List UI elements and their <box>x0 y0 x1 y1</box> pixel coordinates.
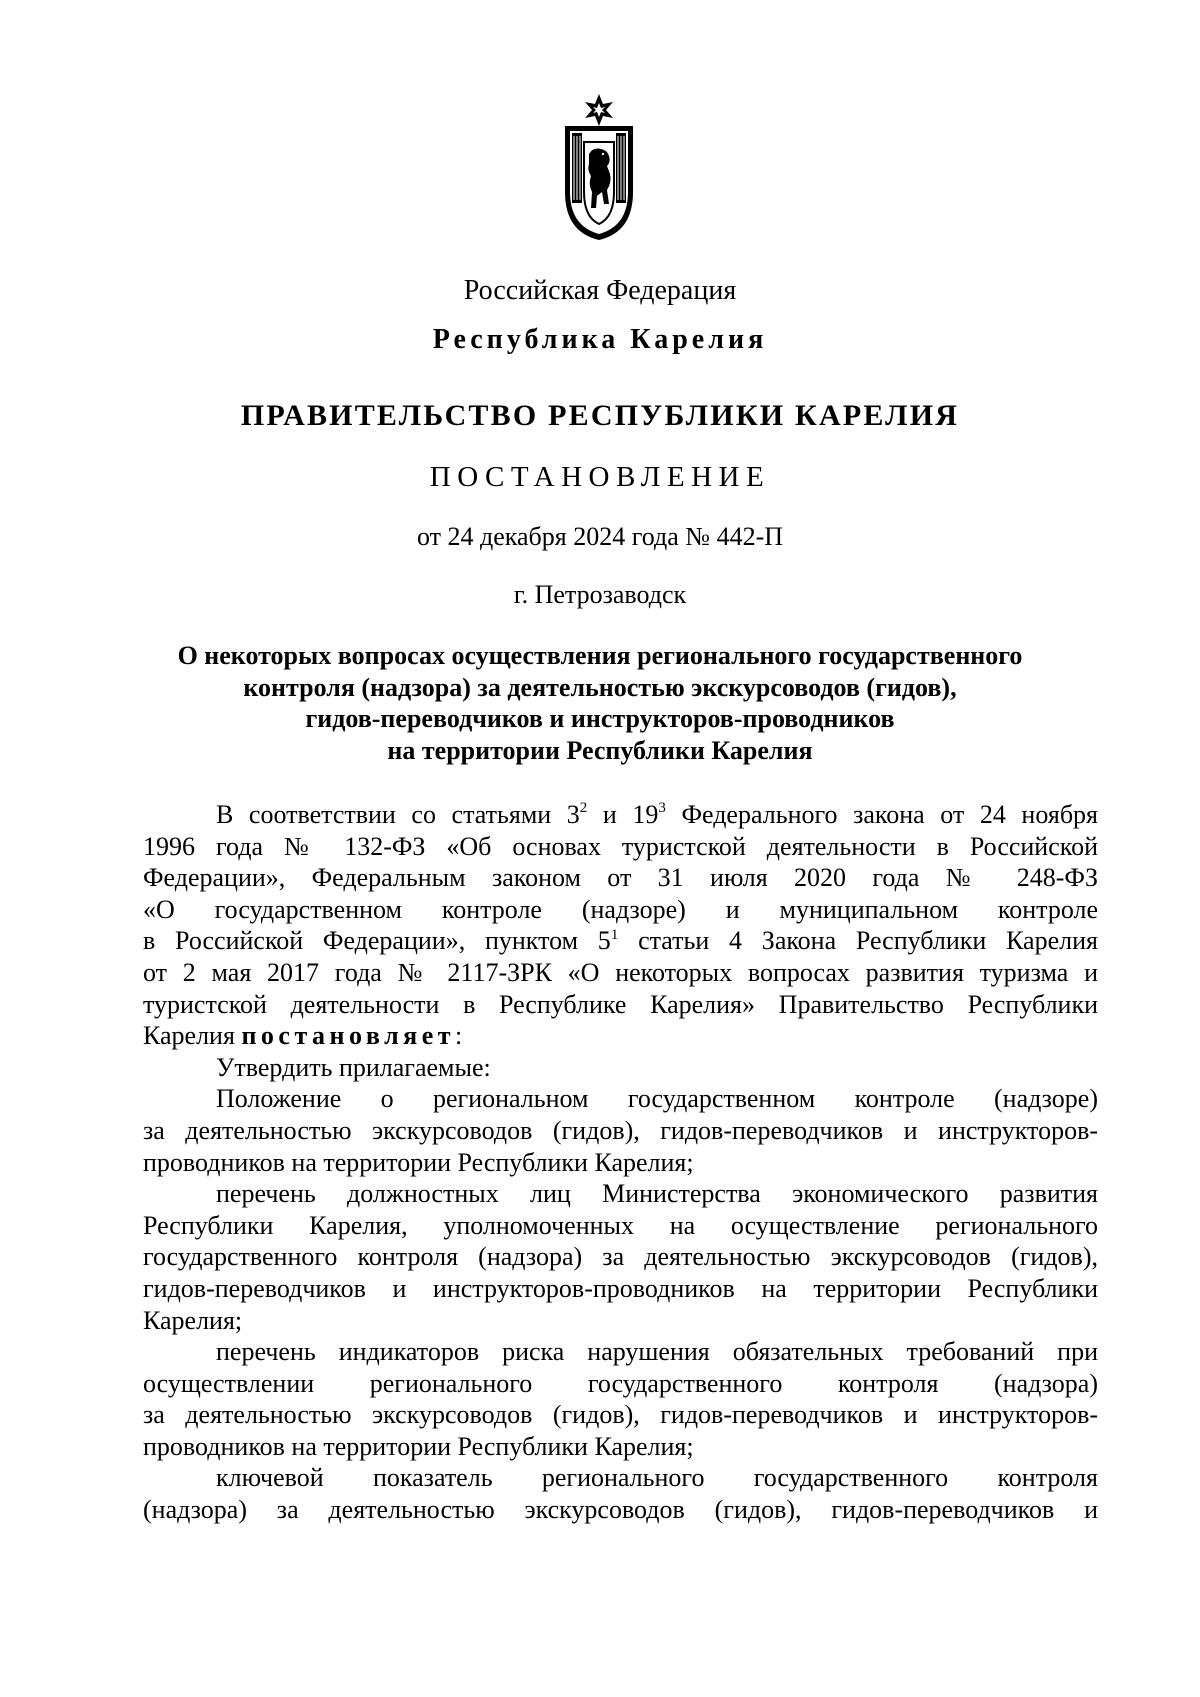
body-line: Карелия; <box>143 1305 243 1335</box>
resolves-word: постановляет <box>241 1021 456 1051</box>
document-body <box>143 799 1098 1526</box>
country-name: Российская Федерация <box>463 275 737 306</box>
body-line: (надзора) за деятельностью экскурсоводов (гидов), гидов-переводчиков и <box>143 1495 1098 1525</box>
republic-name: Республика Карелия <box>432 324 768 355</box>
title-line: О некоторых вопросах осуществления регионального государственного <box>177 641 1023 670</box>
document-city: г. Петрозаводск <box>513 580 687 609</box>
title-line: гидов-переводчиков и инструкторов-проводников <box>305 704 895 733</box>
body-line: «О государственном контроле (надзоре) и муниципальном контроле <box>143 894 1098 924</box>
body-line: осуществлении регионального государственного контроля (надзора) <box>143 1368 1098 1398</box>
body-line: 1996 года № 132-ФЗ «Об основах туристской деятельности в Российской <box>143 831 1098 861</box>
body-line: Положение о региональном государственном контроле (надзоре) <box>216 1084 1098 1114</box>
body-line: туристской деятельности в Республике Карелия» Правительство Республики <box>143 989 1098 1019</box>
superscript: 1 <box>610 926 619 943</box>
karelia-coat-of-arms-icon <box>559 92 639 242</box>
body-line: Утвердить прилагаемые: <box>216 1052 491 1082</box>
body-line: в Российской Федерации», пунктом $5^1$ статьи 4 Закона Республики Карелия <box>143 926 1098 956</box>
title-line: контроля (надзора) за деятельностью экскурсоводов (гидов), <box>243 672 957 702</box>
body-line: перечень индикаторов риска нарушения обязательных требований при <box>216 1337 1098 1367</box>
body-line: проводников на территории Республики Карелия; <box>143 1431 694 1461</box>
body-line: от 2 мая 2017 года № 2117-ЗРК «О некоторых вопросах развития туризма и <box>143 957 1098 987</box>
document-type: ПОСТАНОВЛЕНИЕ <box>429 461 771 493</box>
superscript: 3 <box>658 800 666 817</box>
body-line: государственного контроля (надзора) за деятельностью экскурсоводов (гидов), <box>143 1242 1098 1272</box>
body-line: перечень должностных лиц Министерства экономического развития <box>216 1179 1098 1209</box>
body-line: за деятельностью экскурсоводов (гидов), гидов-переводчиков и инструкторов- <box>143 1115 1098 1145</box>
government-name: ПРАВИТЕЛЬСТВО РЕСПУБЛИКИ КАРЕЛИЯ <box>240 399 960 432</box>
body-line: ключевой показатель регионального государственного контроля <box>216 1463 1098 1493</box>
body-line: В соответствии со статьями $3^2$ и $19^3$ Федерального закона от 24 ноября <box>216 800 1099 829</box>
body-line: за деятельностью экскурсоводов (гидов), гидов-переводчиков и инструкторов- <box>143 1400 1098 1430</box>
title-line: на территории Республики Карелия <box>387 735 813 765</box>
document-title <box>0 640 1200 766</box>
body-line: проводников на территории Республики Карелия; <box>143 1147 694 1177</box>
body-line: Федерации», Федеральным законом от 31 июля 2020 года № 248-ФЗ <box>143 863 1098 893</box>
body-line: Карелия постановляет: <box>143 1021 463 1051</box>
body-line: гидов-переводчиков и инструкторов-проводников на территории Республики <box>143 1273 1098 1303</box>
body-line: Республики Карелия, уполномоченных на осуществление регионального <box>143 1210 1098 1240</box>
document-date-number: от 24 декабря 2024 года № 442-П <box>416 522 784 551</box>
superscript: 2 <box>579 800 588 817</box>
